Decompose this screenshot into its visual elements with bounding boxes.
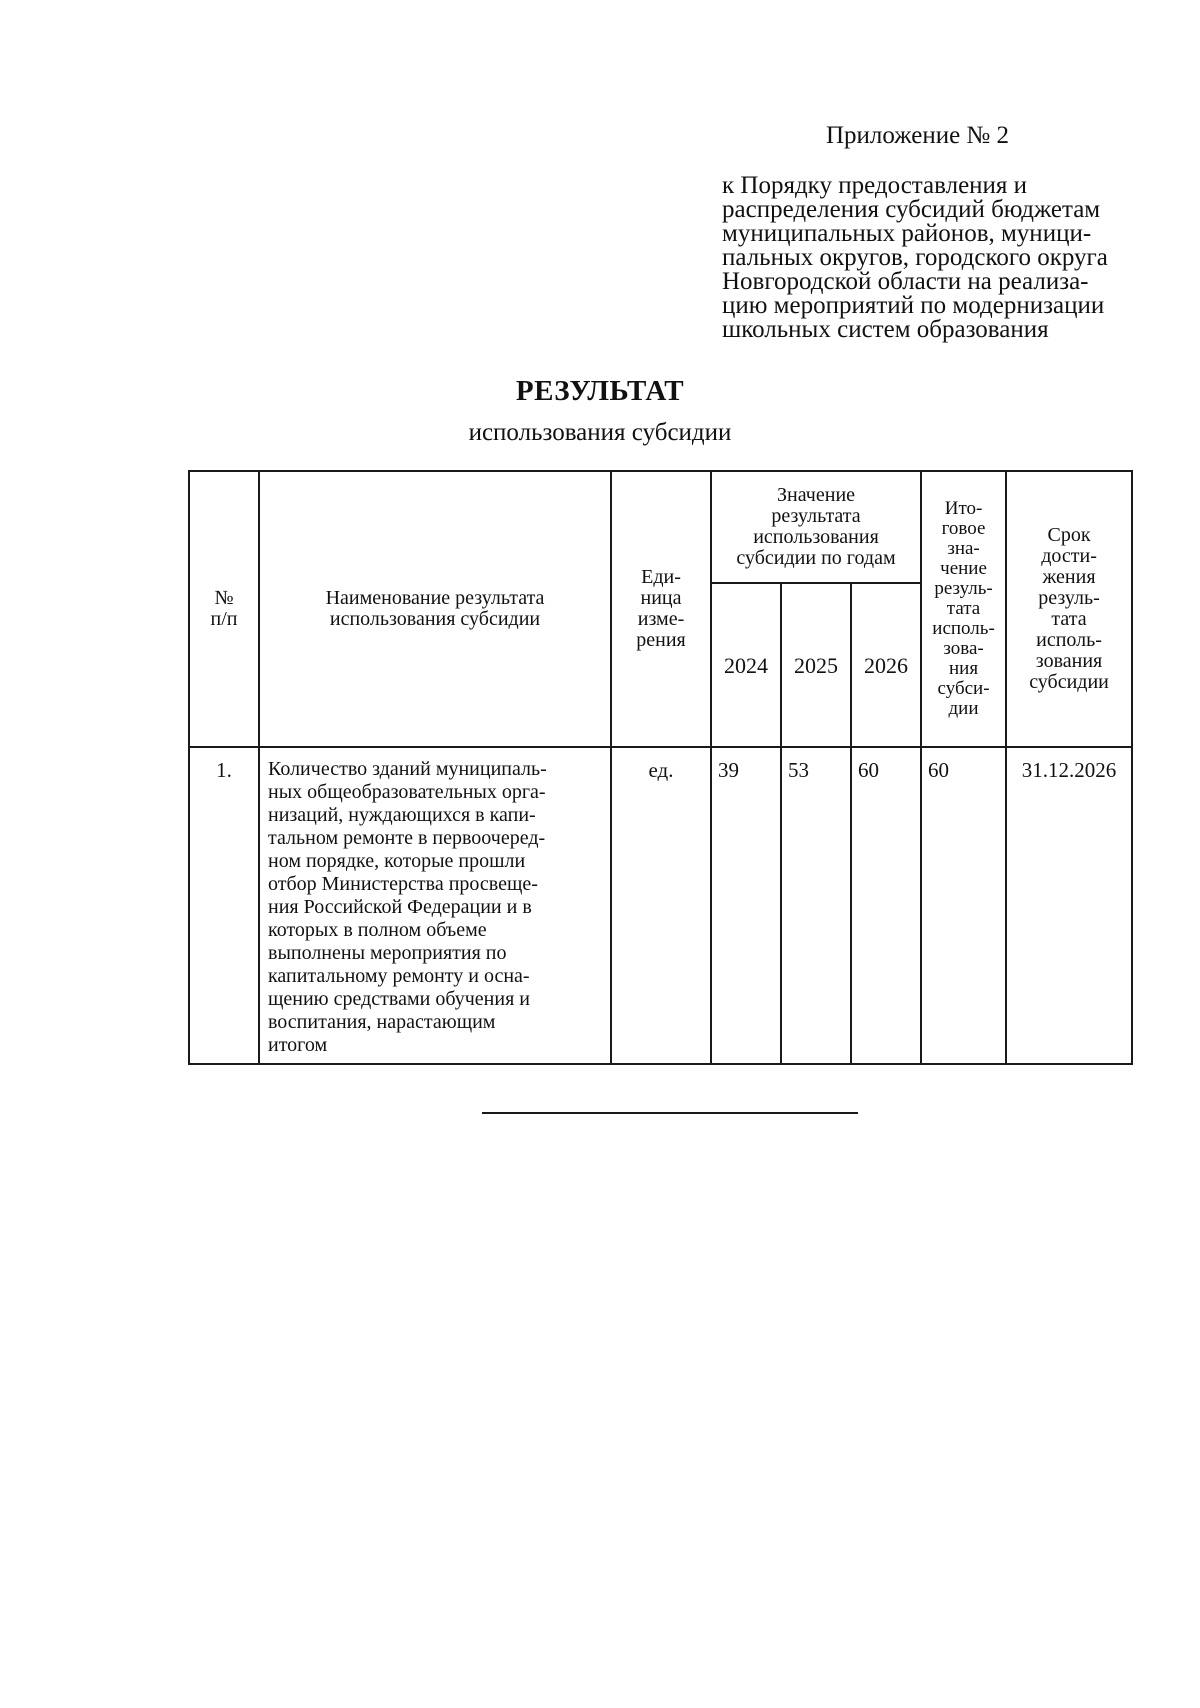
header-unit: Еди- ница изме- рения [611, 471, 711, 747]
header-number: № п/п [189, 471, 259, 747]
header-year-2025: 2025 [781, 583, 851, 747]
appendix-line: Новгородской области на реализа- [722, 268, 1089, 295]
row-deadline: 31.12.2026 [1006, 747, 1132, 1064]
row-value-2026: 60 [851, 747, 921, 1064]
table-row [189, 747, 1132, 1064]
header-deadline: Срок дости- жения резуль- тата исполь- зования субсидии [1006, 471, 1132, 747]
row-result-name: Количество зданий муниципаль- ных общеобразовательных орга- низаций, нуждающихся в капи- тальном ремонте в первоочеред- ном порядке, которые прошли отбор Министерства просвеще- ния Российской Федерации и в которых в полном объеме выполнены мероприятия по капитальному ремонту и осна- щению средствами обучения и воспитания, нарастающим итогом [259, 747, 611, 1064]
header-value-by-years: Значение результата использования субсидии по годам [711, 471, 921, 583]
row-value-2025: 53 [781, 747, 851, 1064]
appendix-title: Приложение № 2 [826, 122, 1010, 149]
appendix-line: к Порядку предоставления и [722, 172, 1028, 199]
appendix-line: пальных округов, городского округа [722, 244, 1108, 271]
appendix-line: школьных систем образования [722, 316, 1049, 343]
document-title: РЕЗУЛЬТАТ [515, 375, 685, 407]
header-year-2024: 2024 [711, 583, 781, 747]
appendix-line: цию мероприятий по модернизации [722, 292, 1105, 319]
appendix-line: распределения субсидий бюджетам [722, 196, 1101, 223]
appendix-line: муниципальных районов, муници- [722, 220, 1092, 247]
closing-divider [482, 1112, 858, 1114]
appendix-header [722, 122, 1142, 342]
header-year-2026: 2026 [851, 583, 921, 747]
document-subtitle: использования субсидии [468, 419, 732, 446]
header-final-value: Ито- говое зна- чение резуль- тата исполь- зова- ния субси- дии [921, 471, 1006, 747]
header-result-name: Наименование результата использования субсидии [259, 471, 611, 747]
row-final-value: 60 [921, 747, 1006, 1064]
row-number: 1. [189, 747, 259, 1064]
row-unit: ед. [611, 747, 711, 1064]
result-table [188, 470, 1133, 1065]
row-value-2024: 39 [711, 747, 781, 1064]
